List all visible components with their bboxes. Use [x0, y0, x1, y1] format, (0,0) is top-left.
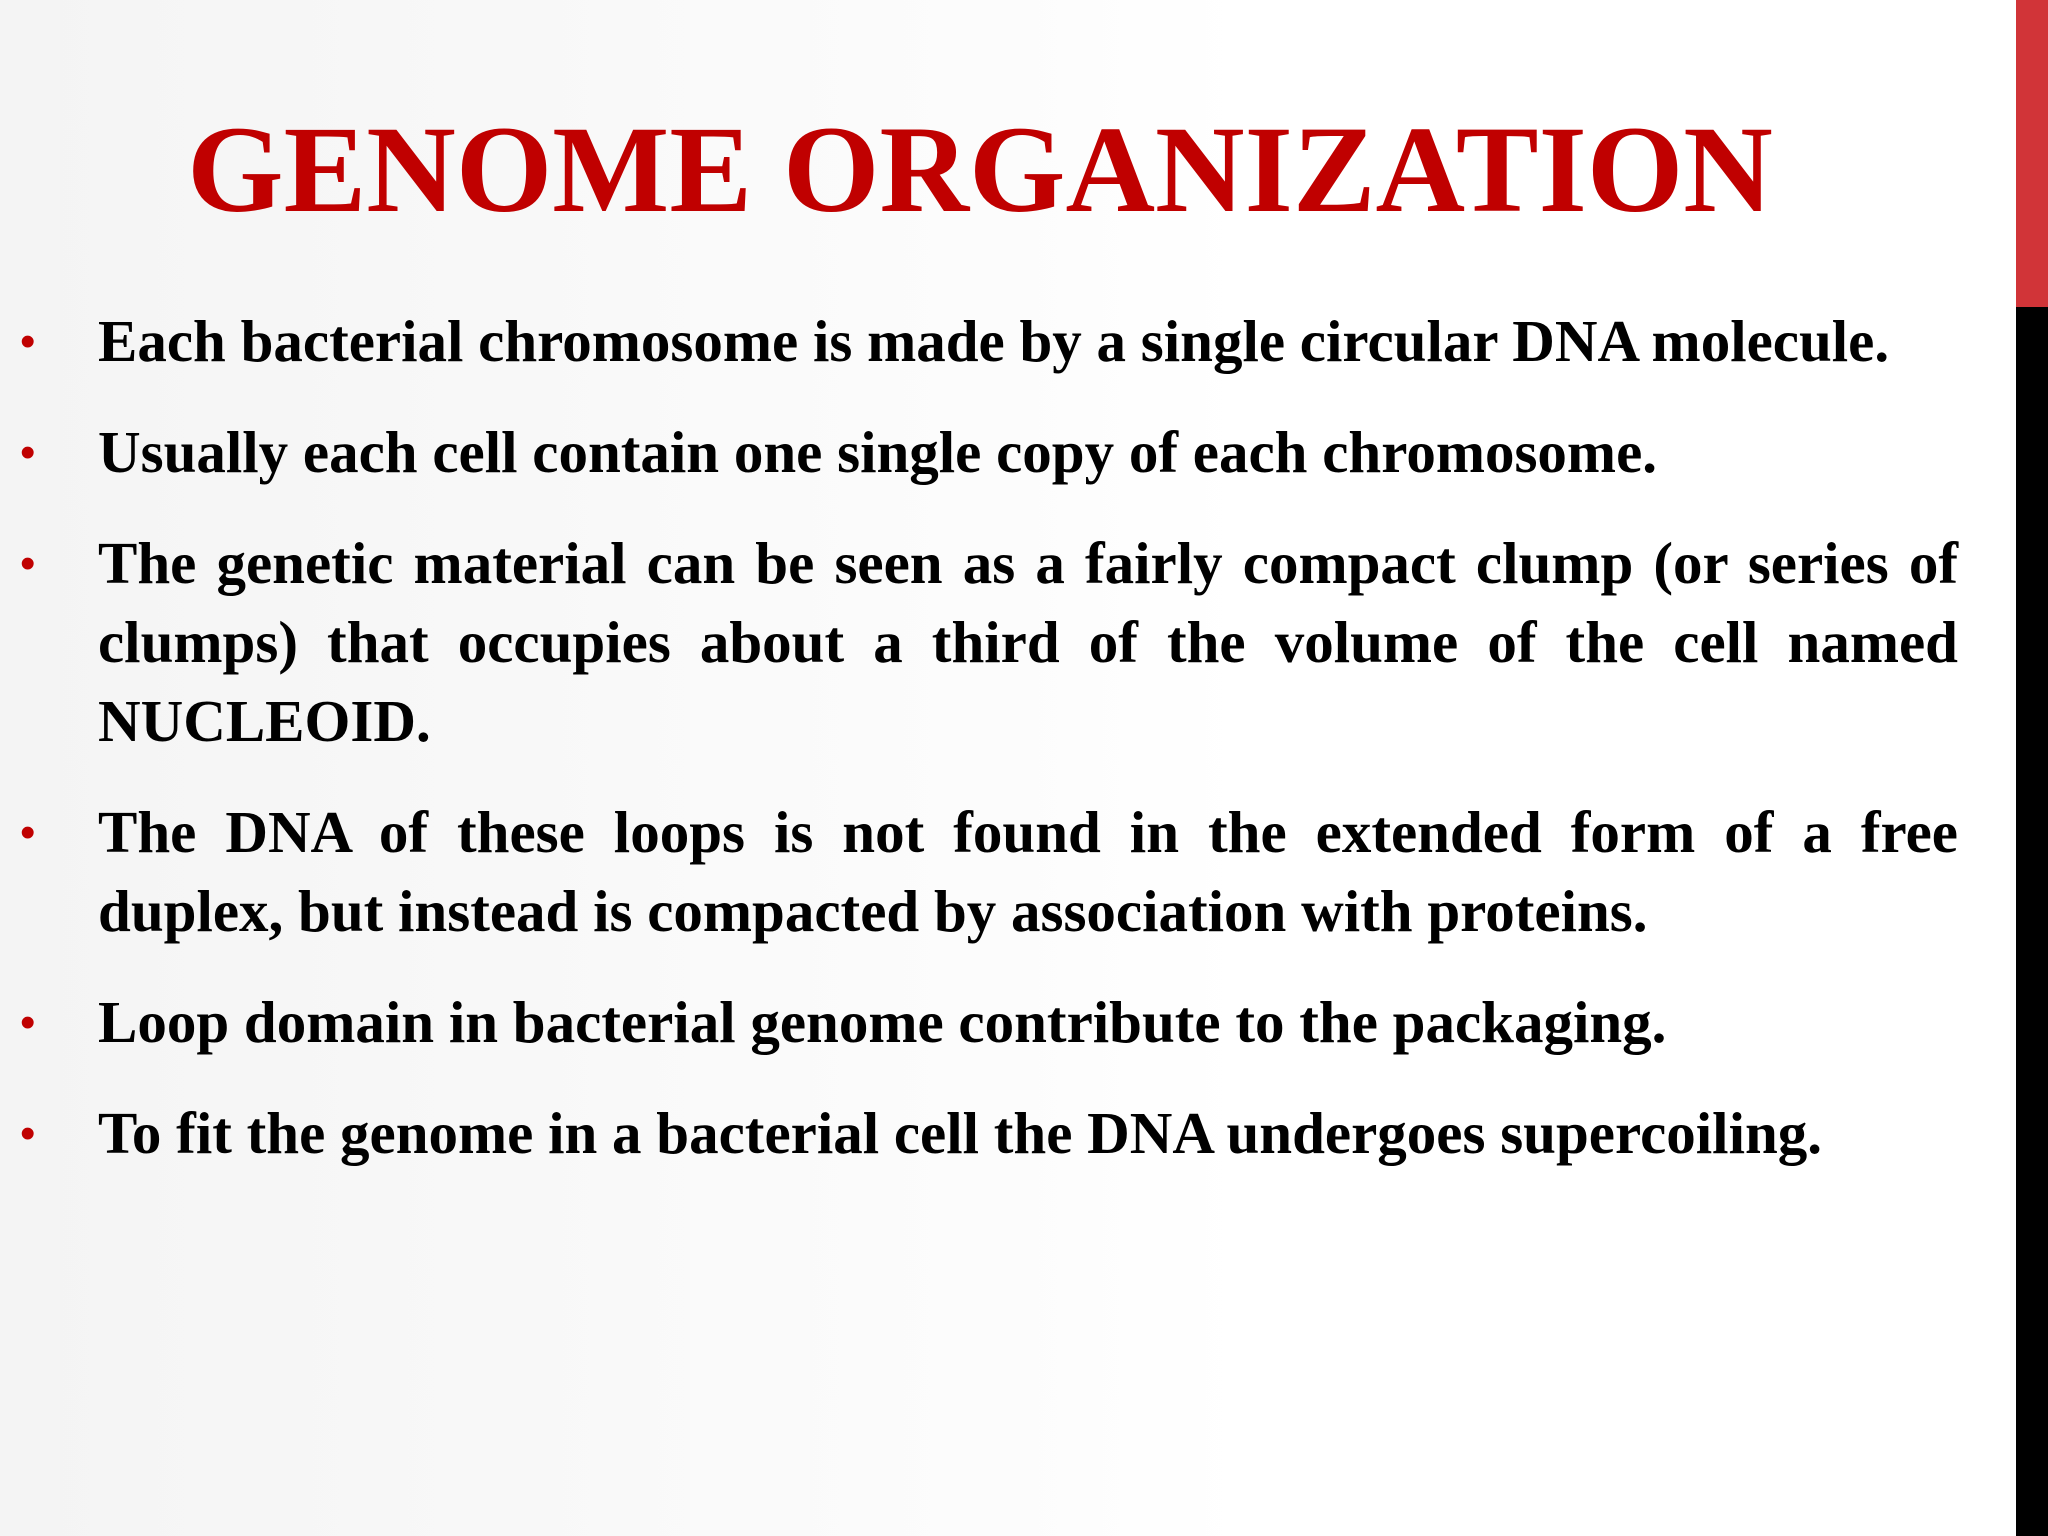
bullet-text: Loop domain in bacterial genome contribute to the packaging. [98, 989, 1667, 1055]
accent-bar-red [2016, 0, 2048, 307]
bullet-dot-icon: • [20, 428, 36, 477]
bullet-dot-icon: • [20, 539, 36, 588]
bullet-dot-icon: • [20, 1109, 36, 1158]
bullet-text: Usually each cell contain one single copy of each chromosome. [98, 419, 1658, 485]
bullet-text: To fit the genome in a bacterial cell the DNA undergoes supercoiling. [98, 1100, 1823, 1166]
bullet-text: The genetic material can be seen as a fairly compact clump (or series of clumps) that occupies about a third of the volume of the cell named NUCLEOID. [98, 530, 1958, 754]
bullet-dot-icon: • [20, 317, 36, 366]
bullet-item [0, 413, 2048, 492]
bullet-dot-icon: • [20, 808, 36, 857]
bullet-dot-icon: • [20, 998, 36, 1047]
bullet-list [0, 302, 2048, 1205]
bullet-item [0, 1094, 2048, 1173]
bullet-text: The DNA of these loops is not found in the extended form of a free duplex, but instead is compacted by association with proteins. [98, 799, 1958, 944]
bullet-item [0, 793, 2048, 951]
bullet-item [0, 524, 2048, 761]
bullet-item [0, 302, 2048, 381]
bullet-item [0, 983, 2048, 1062]
bullet-text: Each bacterial chromosome is made by a single circular DNA molecule. [98, 308, 1890, 374]
slide-title: GENOME ORGANIZATION [187, 101, 1773, 238]
